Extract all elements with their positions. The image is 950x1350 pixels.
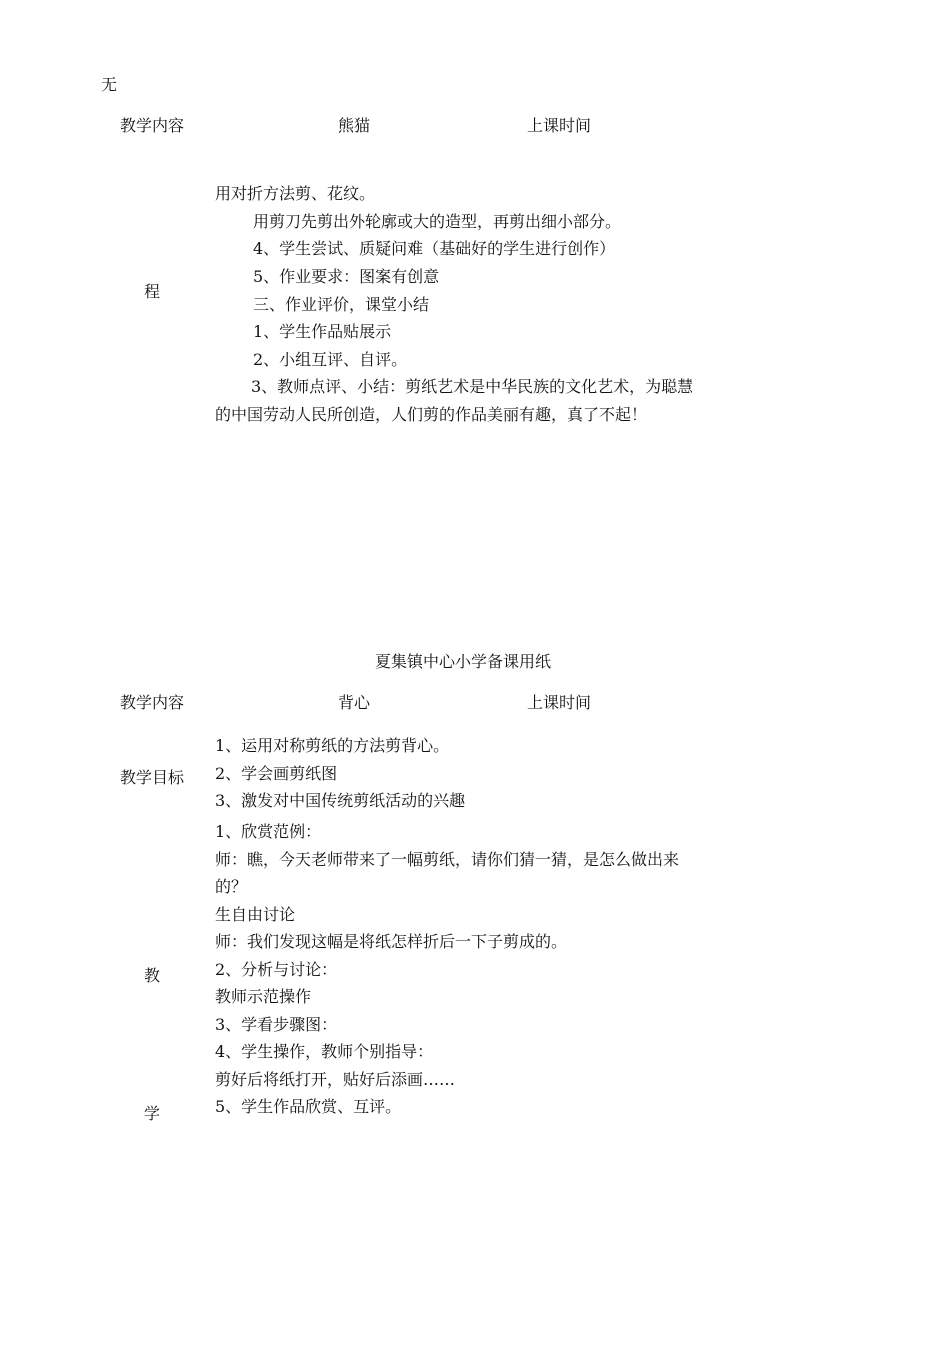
top-note: 无 (101, 75, 118, 94)
time-label: 上课时间 (527, 116, 592, 135)
page-title: 夏集镇中心小学备课用纸 (375, 652, 552, 671)
process-line: 3、教师点评、小结：剪纸艺术是中华民族的文化艺术，为聪慧 (251, 377, 694, 396)
process-line: 师：我们发现这幅是将纸怎样折后一下子剪成的。 (215, 932, 568, 951)
process-line: 的？ (215, 877, 248, 896)
process-line: 师：瞧，今天老师带来了一幅剪纸，请你们猜一猜，是怎么做出来 (215, 850, 680, 869)
process-line: 教师示范操作 (215, 987, 312, 1006)
process-line: 的中国劳动人民所创造，人们剪的作品美丽有趣，真了不起！ (215, 405, 648, 424)
process-line: 2、分析与讨论： (215, 960, 338, 979)
process-line: 4、学生尝试、质疑问难（基础好的学生进行创作） (253, 239, 616, 258)
goal-item: 3、激发对中国传统剪纸活动的兴趣 (215, 791, 466, 810)
teaching-label: 教 (143, 966, 160, 985)
process-label: 程 (143, 282, 160, 301)
process-line: 5、作业要求：图案有创意 (253, 267, 440, 286)
process-line: 三、作业评价，课堂小结 (253, 295, 430, 314)
process-line: 用对折方法剪、花纹。 (215, 184, 376, 203)
process-line: 剪好后将纸打开，贴好后添画…… (215, 1070, 456, 1089)
content-value: 熊猫 (338, 116, 371, 135)
time-label: 上课时间 (527, 693, 592, 712)
goals-label: 教学目标 (119, 768, 184, 787)
process-line: 3、学看步骤图： (215, 1015, 338, 1034)
goal-item: 2、学会画剪纸图 (215, 764, 338, 783)
content-value: 背心 (338, 693, 371, 712)
process-line: 1、欣赏范例： (215, 822, 322, 841)
process-line: 5、学生作品欣赏、互评。 (215, 1097, 402, 1116)
process-line: 4、学生操作，教师个别指导： (215, 1042, 434, 1061)
process-line: 2、小组互评、自评。 (253, 350, 408, 369)
content-label: 教学内容 (119, 693, 184, 712)
process-line: 生自由讨论 (215, 905, 296, 924)
teaching-label: 学 (143, 1104, 160, 1123)
process-line: 用剪刀先剪出外轮廓或大的造型，再剪出细小部分。 (253, 212, 622, 231)
content-label: 教学内容 (119, 116, 184, 135)
process-line: 1、学生作品贴展示 (253, 322, 392, 341)
goal-item: 1、运用对称剪纸的方法剪背心。 (215, 736, 450, 755)
